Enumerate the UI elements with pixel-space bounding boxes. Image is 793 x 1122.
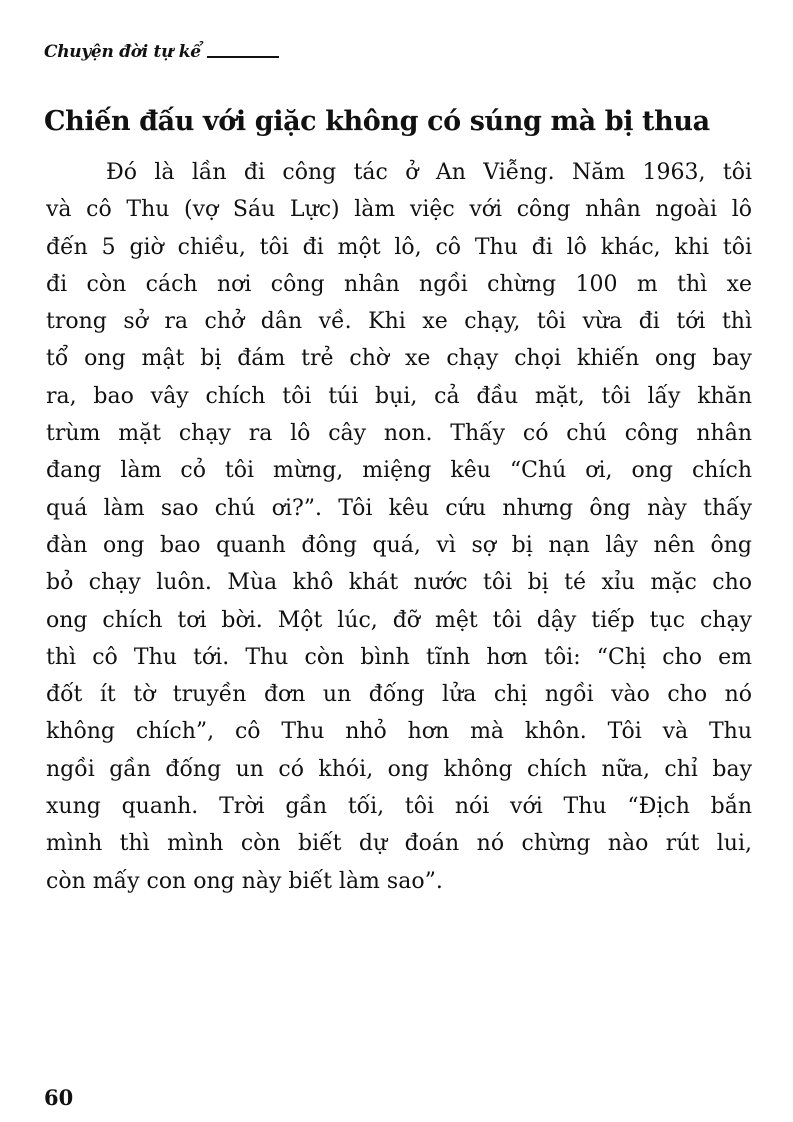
running-header-title: Chuyện đời tự kể [44, 42, 201, 62]
body-line: xung quanh. Trời gần tối, tôi nói với Thu “Địch bắn [46, 794, 752, 820]
running-header-rule [207, 56, 279, 58]
body-line: ong chích tơi bời. Một lúc, đỡ mệt tôi dậy tiếp tục chạy [46, 607, 752, 633]
body-line: và cô Thu (vợ Sáu Lực) làm việc với công nhân ngoài lô [46, 197, 752, 223]
body-line: còn mấy con ong này biết làm sao”. [46, 868, 443, 894]
body-line: quá làm sao chú ơi?”. Tôi kêu cứu nhưng ông này thấy [46, 495, 752, 521]
body-line: đàn ong bao quanh đông quá, vì sợ bị nạn lây nên ông [46, 532, 752, 558]
chapter-title: Chiến đấu với giặc không có súng mà bị thua [44, 106, 710, 137]
body-line: ra, bao vây chích tôi túi bụi, cả đầu mặt, tôi lấy khăn [46, 383, 752, 409]
body-line: không chích”, cô Thu nhỏ hơn mà khôn. Tôi và Thu [46, 719, 752, 745]
body-line: đến 5 giờ chiều, tôi đi một lô, cô Thu đi lô khác, khi tôi [46, 234, 752, 260]
body-line: mình thì mình còn biết dự đoán nó chừng nào rút lui, [46, 831, 752, 857]
body-line: trùm mặt chạy ra lô cây non. Thấy có chú công nhân [46, 421, 752, 447]
body-paragraph [46, 154, 752, 900]
body-line: Đó là lần đi công tác ở An Viễng. Năm 1963, tôi [106, 160, 752, 185]
body-line: đi còn cách nơi công nhân ngồi chừng 100 m thì xe [46, 271, 752, 297]
body-line: ngồi gần đống un có khói, ong không chích nữa, chỉ bay [46, 756, 752, 782]
running-header [44, 42, 279, 62]
body-line: bỏ chạy luôn. Mùa khô khát nước tôi bị té xỉu mặc cho [46, 570, 752, 596]
body-line: trong sở ra chở dân về. Khi xe chạy, tôi vừa đi tới thì [46, 309, 752, 335]
body-line: tổ ong mật bị đám trẻ chờ xe chạy chọi khiến ong bay [46, 346, 752, 372]
body-line: đang làm cỏ tôi mừng, miệng kêu “Chú ơi, ong chích [46, 458, 752, 484]
body-line: đốt ít tờ truyền đơn un đống lửa chị ngồi vào cho nó [46, 682, 752, 708]
page-number: 60 [44, 1085, 74, 1110]
body-line: thì cô Thu tới. Thu còn bình tĩnh hơn tôi: “Chị cho em [46, 644, 752, 670]
